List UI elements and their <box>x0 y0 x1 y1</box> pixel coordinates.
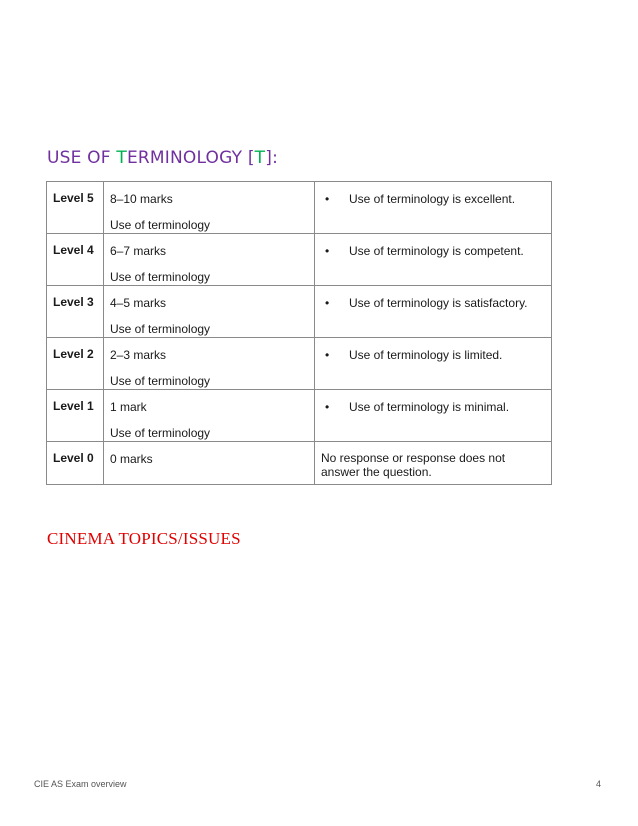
heading-text: ]: <box>265 148 279 168</box>
descriptor-text: Use of terminology is satisfactory. <box>349 296 528 310</box>
marks-category: Use of terminology <box>110 270 211 284</box>
level-label: Level 3 <box>47 286 104 338</box>
heading-accent-letter: T <box>254 148 266 168</box>
rubric-row-level-5 <box>47 182 552 234</box>
level-label: Level 2 <box>47 338 104 390</box>
heading-accent-letter: T <box>116 148 127 168</box>
marks-range: 4–5 marks <box>110 296 167 310</box>
rubric-row-level-2 <box>47 338 552 390</box>
marks-cell <box>104 442 315 485</box>
marks-category: Use of terminology <box>110 426 211 440</box>
descriptor-cell <box>315 182 552 234</box>
marks-cell <box>104 338 315 390</box>
descriptor-cell <box>315 286 552 338</box>
marks-cell <box>104 390 315 442</box>
terminology-heading <box>47 148 278 168</box>
bullet-icon: • <box>325 192 330 206</box>
marks-cell <box>104 182 315 234</box>
descriptor-text: Use of terminology is excellent. <box>349 192 516 206</box>
cinema-topics-heading: CINEMA TOPICS/ISSUES <box>47 529 241 548</box>
marks-range: 8–10 marks <box>110 192 173 206</box>
bullet-icon: • <box>325 348 330 362</box>
marks-range: 2–3 marks <box>110 348 167 362</box>
descriptor-text: Use of terminology is limited. <box>349 348 503 362</box>
marks-range: 0 marks <box>110 452 153 466</box>
marks-category: Use of terminology <box>110 374 211 388</box>
bullet-icon: • <box>325 400 330 414</box>
bullet-icon: • <box>325 244 330 258</box>
descriptor-cell <box>315 390 552 442</box>
descriptor-cell <box>315 234 552 286</box>
bullet-icon: • <box>325 296 330 310</box>
level-label: Level 0 <box>47 442 104 485</box>
rubric-row-level-1 <box>47 390 552 442</box>
rubric-row-level-4 <box>47 234 552 286</box>
level-label: Level 4 <box>47 234 104 286</box>
marks-cell <box>104 286 315 338</box>
rubric-row-level-3 <box>47 286 552 338</box>
descriptor-text: Use of terminology is minimal. <box>349 400 510 414</box>
marks-category: Use of terminology <box>110 322 211 336</box>
descriptor-text: No response or response does not answer the question. <box>321 451 506 479</box>
marks-category: Use of terminology <box>110 218 211 232</box>
marks-range: 1 mark <box>110 400 147 414</box>
page-number: 4 <box>596 779 602 789</box>
descriptor-cell <box>315 338 552 390</box>
terminology-rubric-table <box>46 181 552 485</box>
heading-text: ERMINOLOGY [ <box>126 148 255 168</box>
level-label: Level 1 <box>47 390 104 442</box>
marks-range: 6–7 marks <box>110 244 167 258</box>
marks-cell <box>104 234 315 286</box>
level-label: Level 5 <box>47 182 104 234</box>
footer-document-title: CIE AS Exam overview <box>34 779 127 789</box>
descriptor-cell <box>315 442 552 485</box>
descriptor-text: Use of terminology is competent. <box>349 244 524 258</box>
heading-text: USE OF <box>47 148 117 168</box>
rubric-row-level-0 <box>47 442 552 485</box>
